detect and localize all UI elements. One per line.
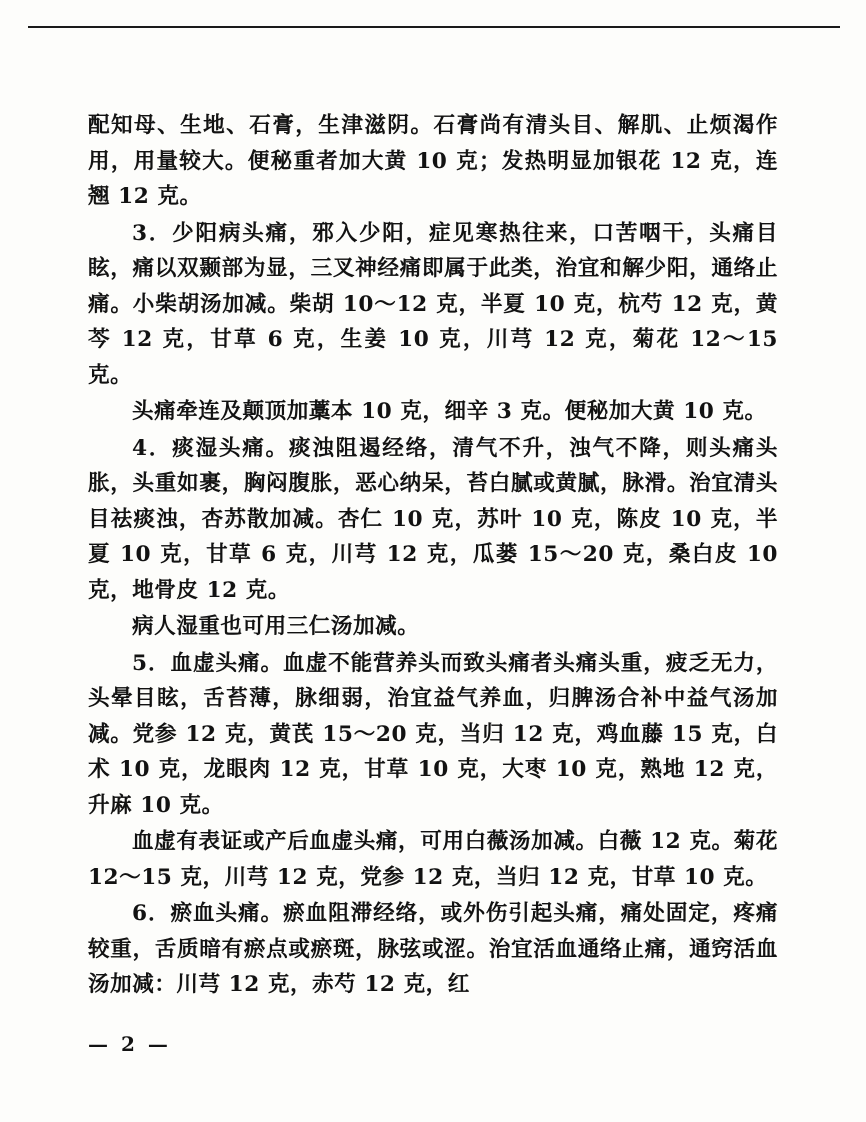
paragraph-4: 4．痰湿头痛。痰浊阻遏经络，清气不升，浊气不降，则头痛头胀，头重如裹，胸闷腹胀，恶心纳呆，苔白腻或黄腻，脉滑。治宜清头目祛痰浊，杏苏散加减。杏仁 10 克，苏叶 10 克，陈皮 10 克，半夏 10 克，甘草 6 克，川芎 12 克，瓜蒌 15～20 克，桑白皮 10 克，地骨皮 12 克。 — [88, 435, 778, 603]
page-top-rule — [28, 26, 840, 28]
paragraph-8: 6．瘀血头痛。瘀血阻滞经络，或外伤引起头痛，痛处固定，疼痛较重，舌质暗有瘀点或瘀斑，脉弦或涩。治宜活血通络止痛，通窍活血汤加减：川芎 12 克，赤芍 12 克，红 — [88, 901, 778, 997]
paragraph-1: 配知母、生地、石膏，生津滋阴。石膏尚有清头目、解肌、止烦渴作用，用量较大。便秘重者加大黄 10 克；发热明显加银花 12 克，连翘 12 克。 — [88, 113, 778, 209]
paragraph-2: 3．少阳病头痛，邪入少阳，症见寒热往来，口苦咽干，头痛目眩，痛以双颞部为显，三叉神经痛即属于此类，治宜和解少阳，通络止痛。小柴胡汤加减。柴胡 10～12 克，半夏 10 克，杭芍 12 克，黄芩 12 克，甘草 6 克，生姜 10 克，川芎 12 克，菊花 12～15 克。 — [88, 220, 778, 388]
paragraph-5: 病人湿重也可用三仁汤加减。 — [132, 614, 420, 639]
page-number: — 2 — — [88, 1032, 171, 1056]
paragraph-3: 头痛牵连及颠顶加藁本 10 克，细辛 3 克。便秘加大黄 10 克。 — [132, 399, 767, 424]
page-body-text — [88, 108, 778, 1004]
paragraph-6: 5．血虚头痛。血虚不能营养头而致头痛者头痛头重，疲乏无力，头晕目眩，舌苔薄，脉细弱，治宜益气养血，归脾汤合补中益气汤加减。党参 12 克，黄芪 15～20 克，当归 12 克，鸡血藤 15 克，白术 10 克，龙眼肉 12 克，甘草 10 克，大枣 10 克，熟地 12 克，升麻 10 克。 — [88, 650, 778, 818]
paragraph-7: 血虚有表证或产后血虚头痛，可用白薇汤加减。白薇 12 克。菊花 12～15 克，川芎 12 克，党参 12 克，当归 12 克，甘草 10 克。 — [88, 829, 778, 890]
